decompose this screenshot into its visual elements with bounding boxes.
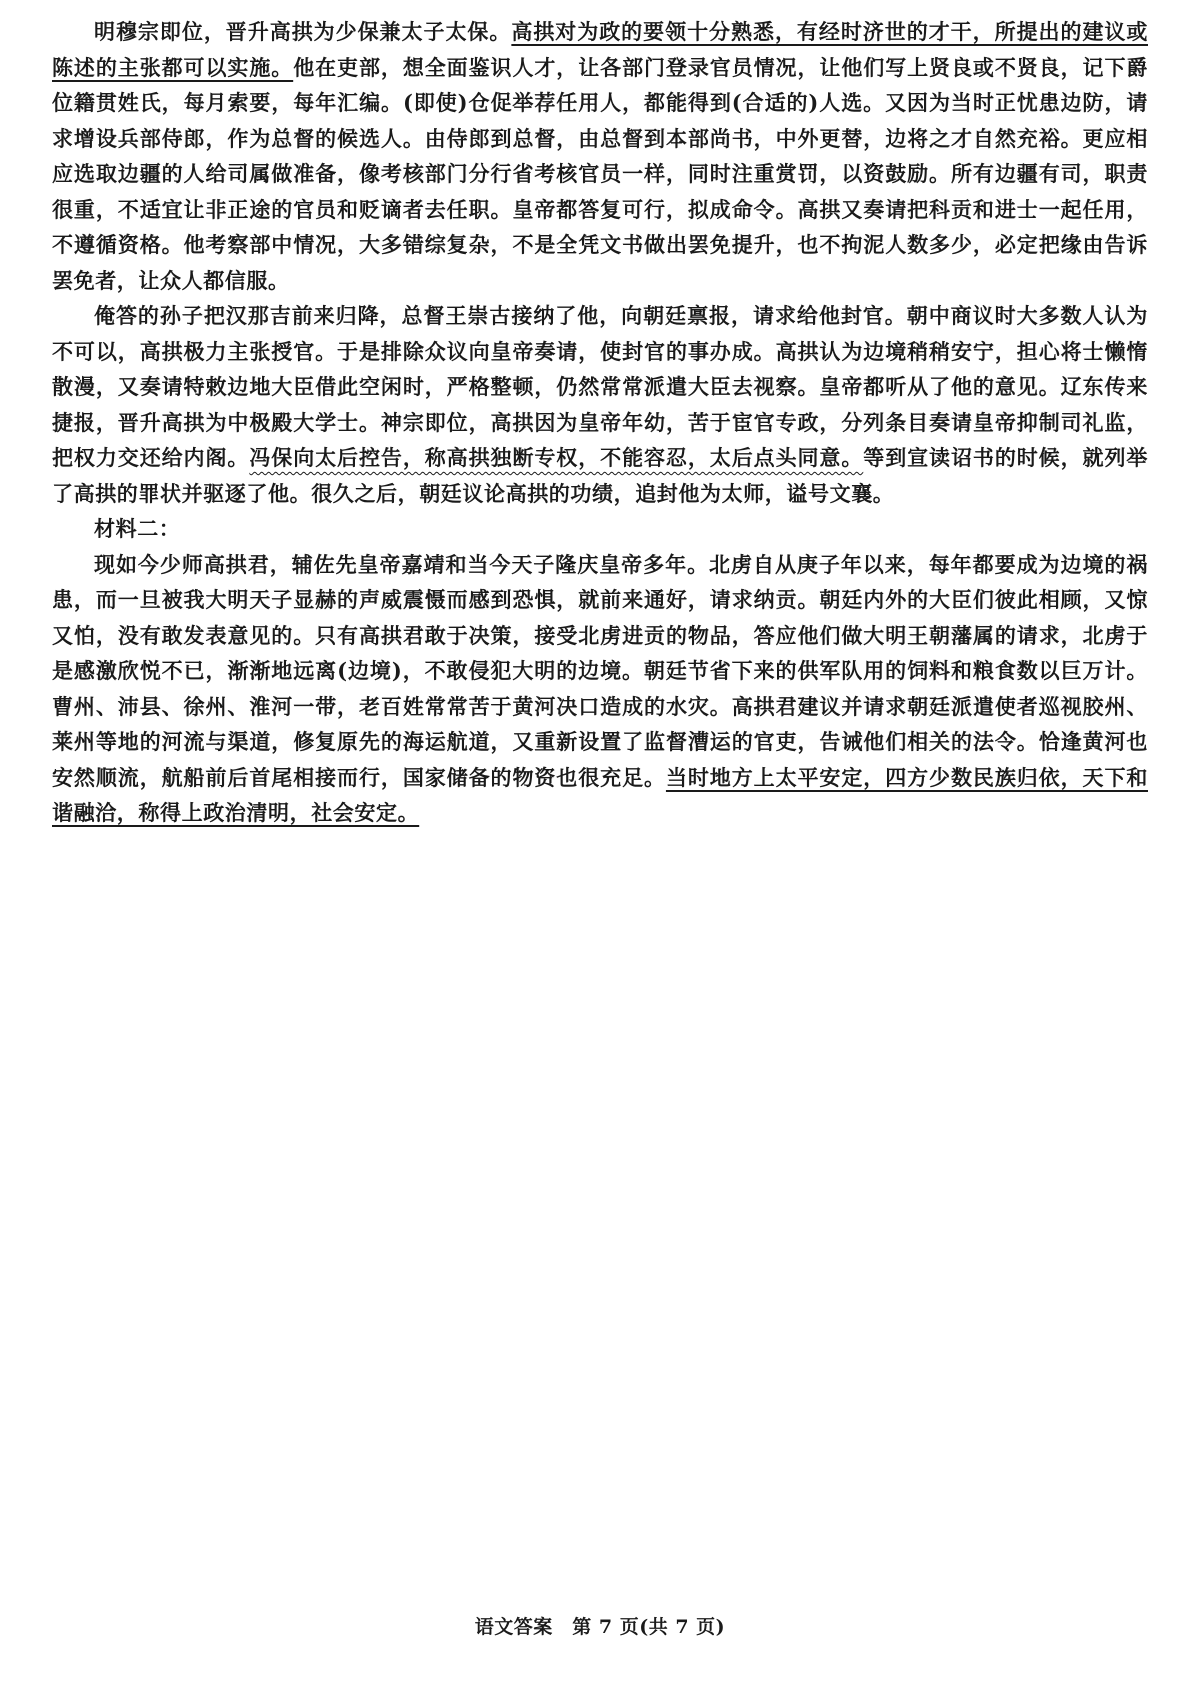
sentence: 等到宣读诏书的时候，就列举了高拱的罪状并驱逐了他。很久之后，朝廷议论高拱的功绩，追封他为太师，谥号文襄。 bbox=[52, 445, 1148, 506]
sentence: 明穆宗即位，晋升高拱为少保兼太子太保。 bbox=[94, 19, 512, 44]
material-one-paragraph-1 bbox=[52, 14, 1148, 298]
wavy-underlined-sentence: 冯保向太后控告，称高拱独断专权，不能容忍，太后点头同意。 bbox=[249, 445, 864, 470]
sentence: 现如今少师高拱君，辅佐先皇帝嘉靖和当今天子隆庆皇帝多年。北虏自从庚子年以来，每年都要成为边境的祸患，而一旦被我大明天子显赫的声威震慑而感到恐惧，就前来通好，请求纳贡。朝廷内外的大臣们彼此相顾，又惊又怕，没有敢发表意见的。只有高拱君敢于决策，接受北虏进贡的物品，答应他们做大明王朝藩属的请求，北虏于是感激欣悦不已，渐渐地远离(边境)，不敢侵犯大明的边境。朝廷节省下来的供军队用的饲料和粮食数以巨万计。曹州、沛县、徐州、淮河一带，老百姓常常苦于黄河决口造成的水灾。高拱君建议并请求朝廷派遣使者巡视胶州、莱州等地的河流与渠道，修复原先的海运航道，又重新设置了监督漕运的官吏，告诫他们相关的法令。恰逢黄河也安然顺流，航船前后首尾相接而行，国家储备的物资也很充足。 bbox=[52, 551, 1148, 790]
answer-page bbox=[52, 14, 1148, 831]
material-one-paragraph-2 bbox=[52, 298, 1148, 511]
underlined-sentence: 当时地方上太平安定，四方少数民族归依，天下和谐融洽，称得上政治清明，社会安定。 bbox=[52, 764, 1148, 825]
material-two-paragraph-1 bbox=[52, 547, 1148, 831]
sentence: 俺答的孙子把汉那吉前来归降，总督王崇古接纳了他，向朝廷禀报，请求给他封官。朝中商议时大多数人认为不可以，高拱极力主张授官。于是排除众议向皇帝奏请，使封官的事办成。高拱认为边境稍稍安宁，担心将士懒惰散漫，又奏请特敕边地大臣借此空闲时，严格整顿，仍然常常派遣大臣去视察。皇帝都听从了他的意见。辽东传来捷报，晋升高拱为中极殿大学士。神宗即位，高拱因为皇帝年幼，苦于宦官专政，分列条目奏请皇帝抑制司礼监，把权力交还给内阁。 bbox=[52, 303, 1148, 470]
page-footer: 语文答案 第 7 页(共 7 页) bbox=[474, 1616, 726, 1638]
material-two-heading: 材料二： bbox=[94, 516, 181, 541]
sentence: 他在吏部，想全面鉴识人才，让各部门登录官员情况，让他们写上贤良或不贤良，记下爵位籍贯姓氏，每月索要，每年汇编。(即使)仓促举荐任用人，都能得到(合适的)人选。又因为当时正忧患边防，请求增设兵部侍郎，作为总督的候选人。由侍郎到总督，由总督到本部尚书，中外更替，边将之才自然充裕。更应相应选取边疆的人给司属做准备，像考核部门分行省考核官员一样，同时注重赏罚，以资鼓励。所有边疆有司，职责很重，不适宜让非正途的官员和贬谪者去任职。皇帝都答复可行，拟成命令。高拱又奏请把科贡和进士一起任用，不遵循资格。他考察部中情况，大多错综复杂，不是全凭文书做出罢免提升，也不拘泥人数多少，必定把缘由告诉罢免者，让众人都信服。 bbox=[52, 54, 1148, 293]
underlined-sentence: 高拱对为政的要领十分熟悉，有经时济世的才干，所提出的建议或陈述的主张都可以实施。 bbox=[52, 19, 1148, 80]
